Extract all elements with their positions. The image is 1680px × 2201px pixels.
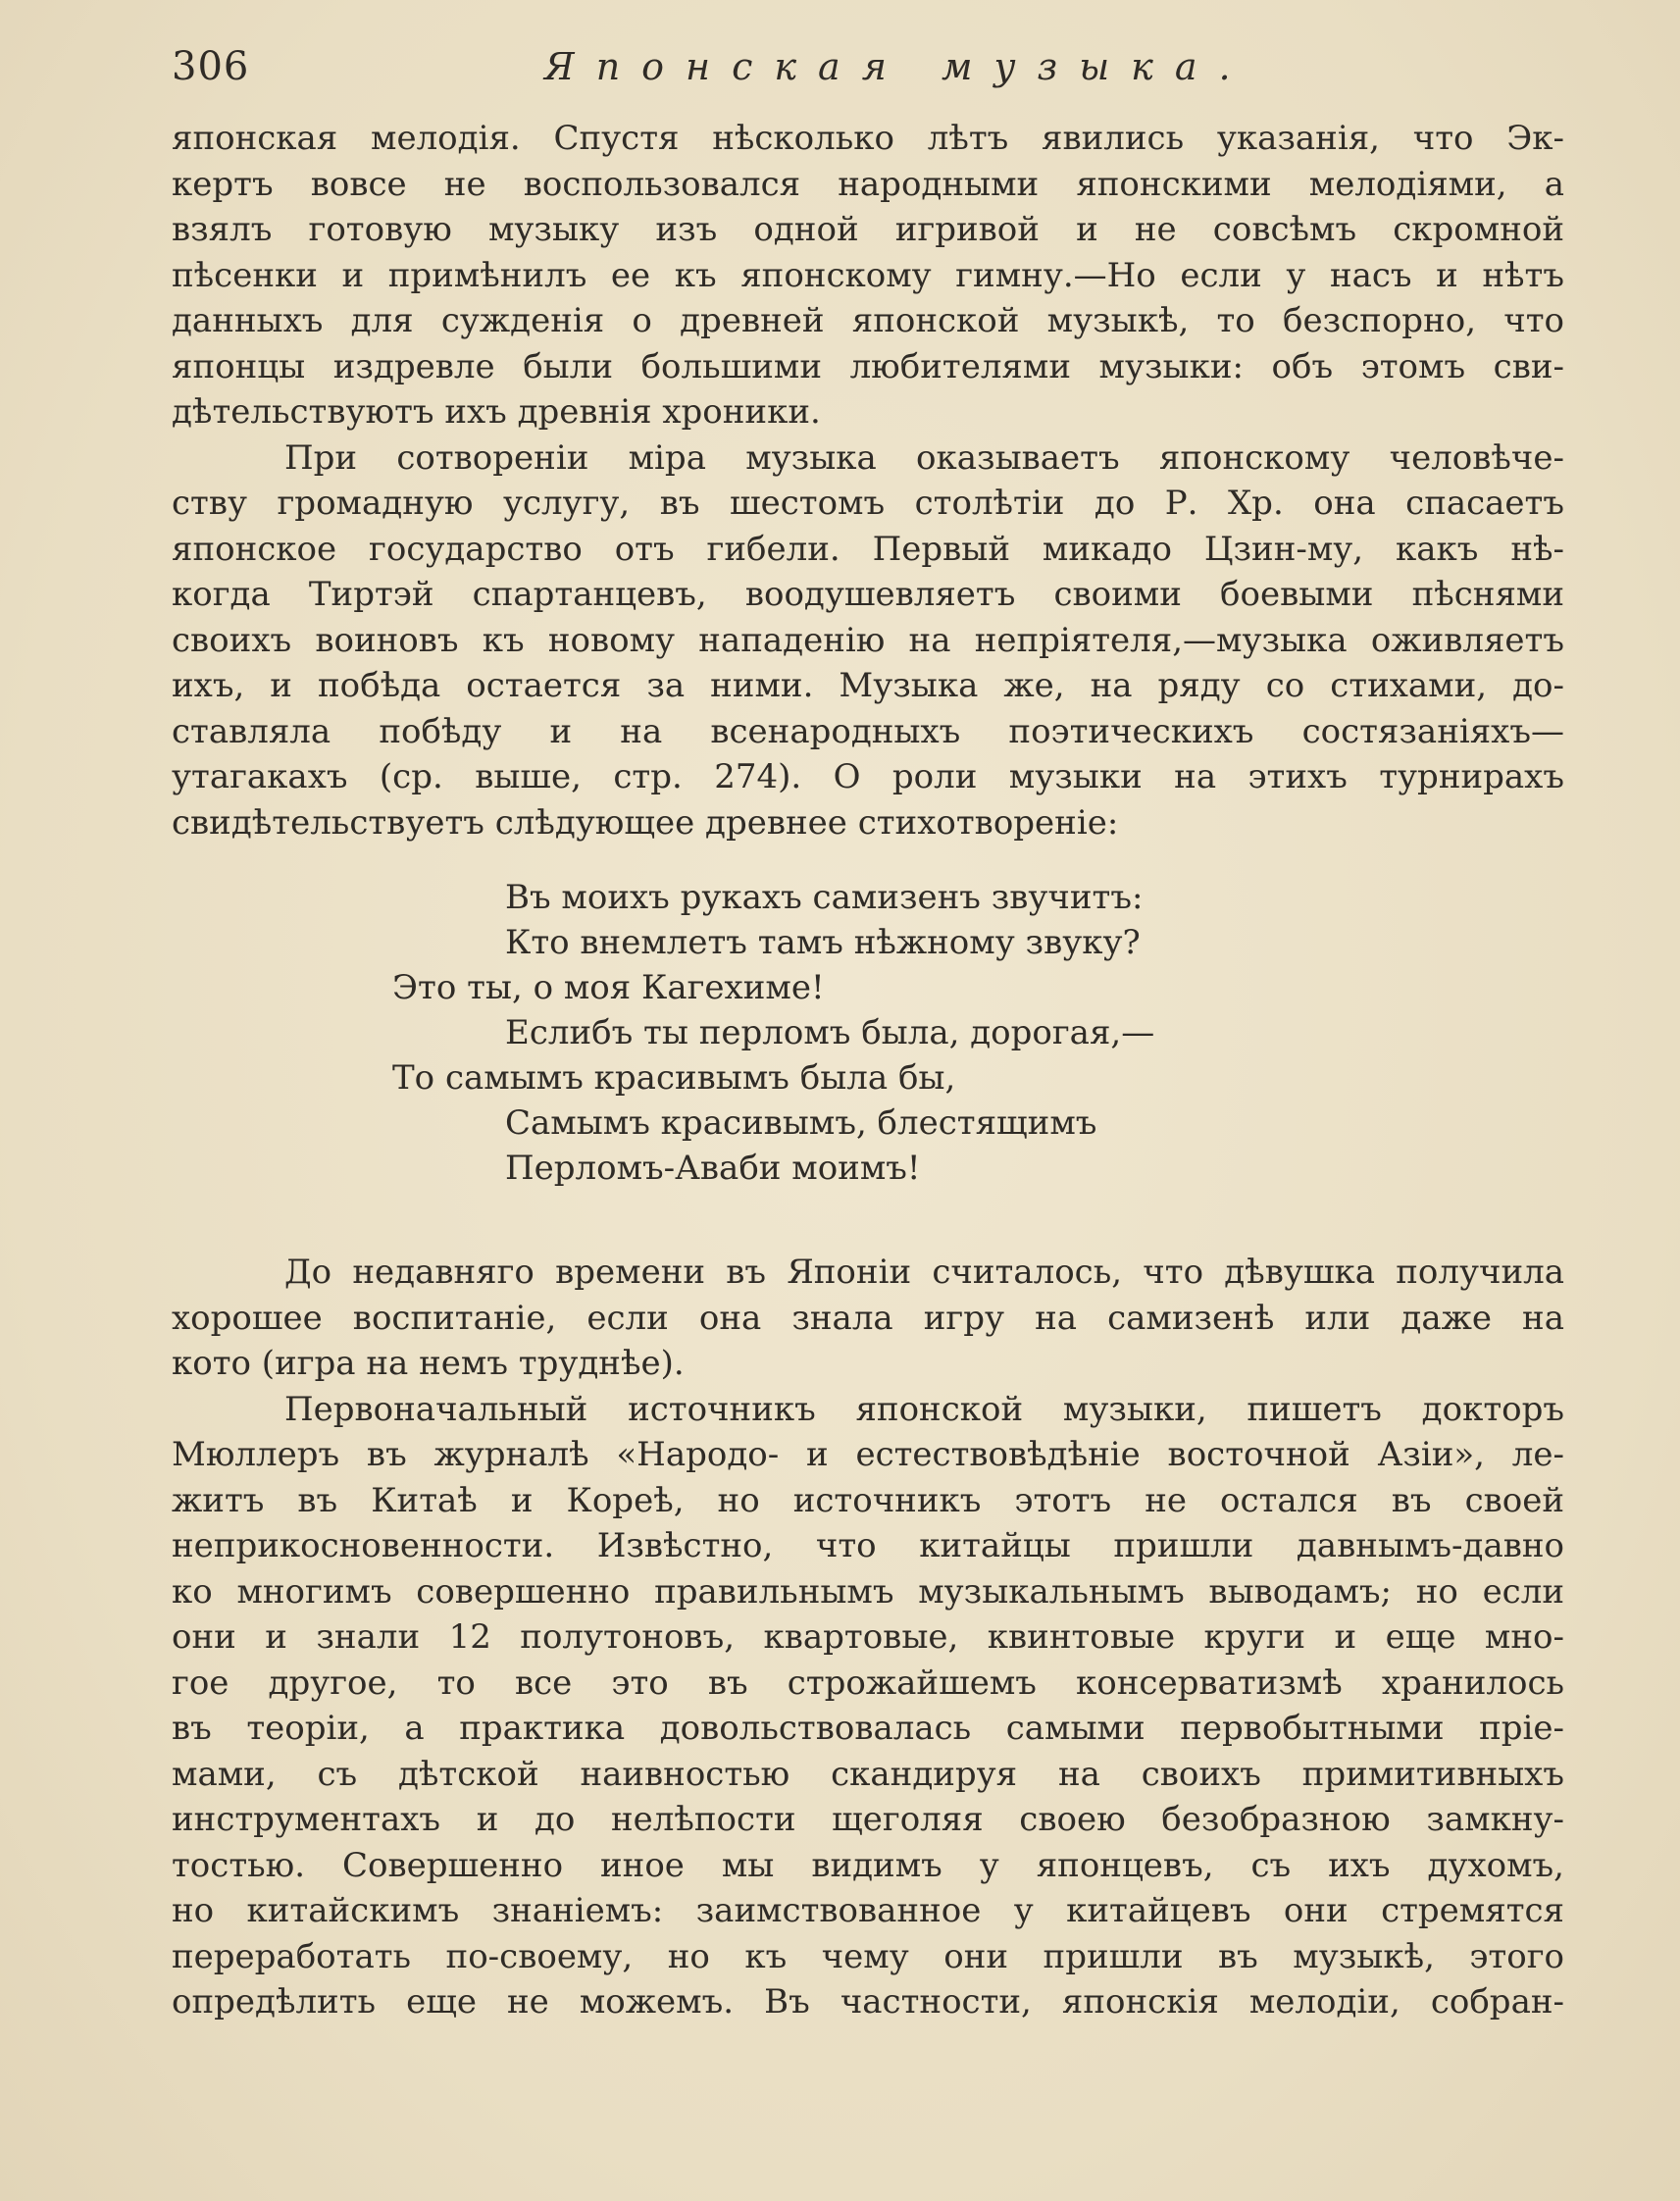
text-line: мами, съ дѣтской наивностью скандируя на своихъ примитивныхъ — [172, 1754, 1564, 1794]
poem-line: Перломъ-Аваби моимъ! — [505, 1149, 921, 1188]
text-line: переработать по-своему, но къ чему они пришли въ музыкѣ, этого — [172, 1936, 1564, 1976]
poem-line: Въ моихъ рукахъ самизенъ звучитъ: — [505, 878, 1144, 917]
text-line: ко многимъ совершенно правильнымъ музыкальнымъ выводамъ; но если — [172, 1571, 1564, 1612]
text-line: свидѣтельствуетъ слѣдующее древнее стихотвореніе: — [172, 802, 1119, 843]
text-line: въ теоріи, а практика довольствовалась самыми первобытными пріе- — [172, 1709, 1564, 1748]
text-line: данныхъ для сужденія о древней японской музыкѣ, то безспорно, что — [172, 301, 1564, 340]
text-line: До недавняго времени въ Японіи считалось, что дѣвушка получила — [284, 1253, 1564, 1292]
text-line: утагакахъ (ср. выше, стр. 274). О роли музыки на этихъ турнирахъ — [172, 757, 1564, 796]
text-line: своихъ воиновъ къ новому нападенію на непріятеля,—музыка оживляетъ — [172, 620, 1564, 660]
text-line: опредѣлить еще не можемъ. Въ частности, японскія мелодіи, собран- — [172, 1982, 1564, 2022]
text-line: взялъ готовую музыку изъ одной игривой и не совсѣмъ скромной — [172, 210, 1564, 249]
text-line: тостью. Совершенно иное мы видимъ у японцевъ, съ ихъ духомъ, — [172, 1845, 1564, 1885]
poem-line: Это ты, о моя Кагехиме! — [392, 968, 825, 1007]
text-line: они и знали 12 полутоновъ, квартовые, квинтовые круги и еще мно- — [172, 1617, 1564, 1657]
poem — [172, 875, 1564, 1191]
text-line: кото (игра на немъ труднѣе). — [172, 1344, 685, 1383]
poem-line: То самымъ красивымъ была бы, — [392, 1058, 956, 1098]
poem-line: Кто внемлетъ тамъ нѣжному звуку? — [505, 923, 1141, 962]
text-line: кертъ вовсе не воспользовался народными японскими мелодіями, а — [172, 164, 1564, 204]
text-line: житъ въ Китаѣ и Кореѣ, но источникъ этотъ не остался въ своей — [172, 1480, 1564, 1520]
text-line: дѣтельствуютъ ихъ древнія хроники. — [172, 392, 821, 432]
text-line: ставляла побѣду и на всенародныхъ поэтическихъ состязаніяхъ— — [172, 711, 1564, 751]
text-line: Мюллеръ въ журналѣ «Народо- и естествовѣдѣніе восточной Азіи», ле- — [172, 1435, 1564, 1474]
running-title: Японская музыка. — [544, 45, 1252, 88]
text-line: Первоначальный источникъ японской музыки, пишетъ докторъ — [284, 1389, 1564, 1429]
poem-line: Самымъ красивымъ, блестящимъ — [505, 1103, 1097, 1143]
text-line: ихъ, и побѣда остается за ними. Музыка же, на ряду со стихами, до- — [172, 666, 1564, 705]
poem-line: Еслибъ ты перломъ была, дорогая,— — [505, 1013, 1155, 1052]
text-line: инструментахъ и до нелѣпости щеголяя своею безобразною замкну- — [172, 1800, 1564, 1839]
text-line: гое другое, то все это въ строжайшемъ консерватизмѣ хранилось — [172, 1663, 1564, 1703]
running-head — [172, 37, 1564, 96]
text-line: японцы издревле были большими любителями музыки: объ этомъ сви- — [172, 346, 1564, 386]
text-line: неприкосновенности. Извѣстно, что китайцы пришли давнымъ-давно — [172, 1526, 1564, 1565]
text-line: ству громадную услугу, въ шестомъ столѣтіи до Р. Хр. она спасаетъ — [172, 484, 1564, 523]
text-line: но китайскимъ знаніемъ: заимствованное у китайцевъ они стремятся — [172, 1891, 1564, 1930]
text-line: хорошее воспитаніе, если она знала игру на самизенѣ или даже на — [172, 1298, 1564, 1338]
text-line: При сотвореніи міра музыка оказываетъ японскому человѣче- — [284, 437, 1564, 478]
body-text-before-poem — [172, 116, 1564, 845]
text-line: пѣсенки и примѣнилъ ее къ японскому гимну.—Но если у насъ и нѣтъ — [172, 255, 1564, 295]
body-text-after-poem — [172, 1250, 1564, 2025]
text-line: японское государство отъ гибели. Первый микадо Цзин-му, какъ нѣ- — [172, 529, 1564, 569]
text-line: когда Тиртэй спартанцевъ, воодушевляетъ своими боевыми пѣснями — [172, 575, 1564, 614]
text-line: японская мелодія. Спустя нѣсколько лѣтъ явились указанія, что Эк- — [172, 119, 1564, 158]
page-number: 306 — [172, 44, 250, 89]
